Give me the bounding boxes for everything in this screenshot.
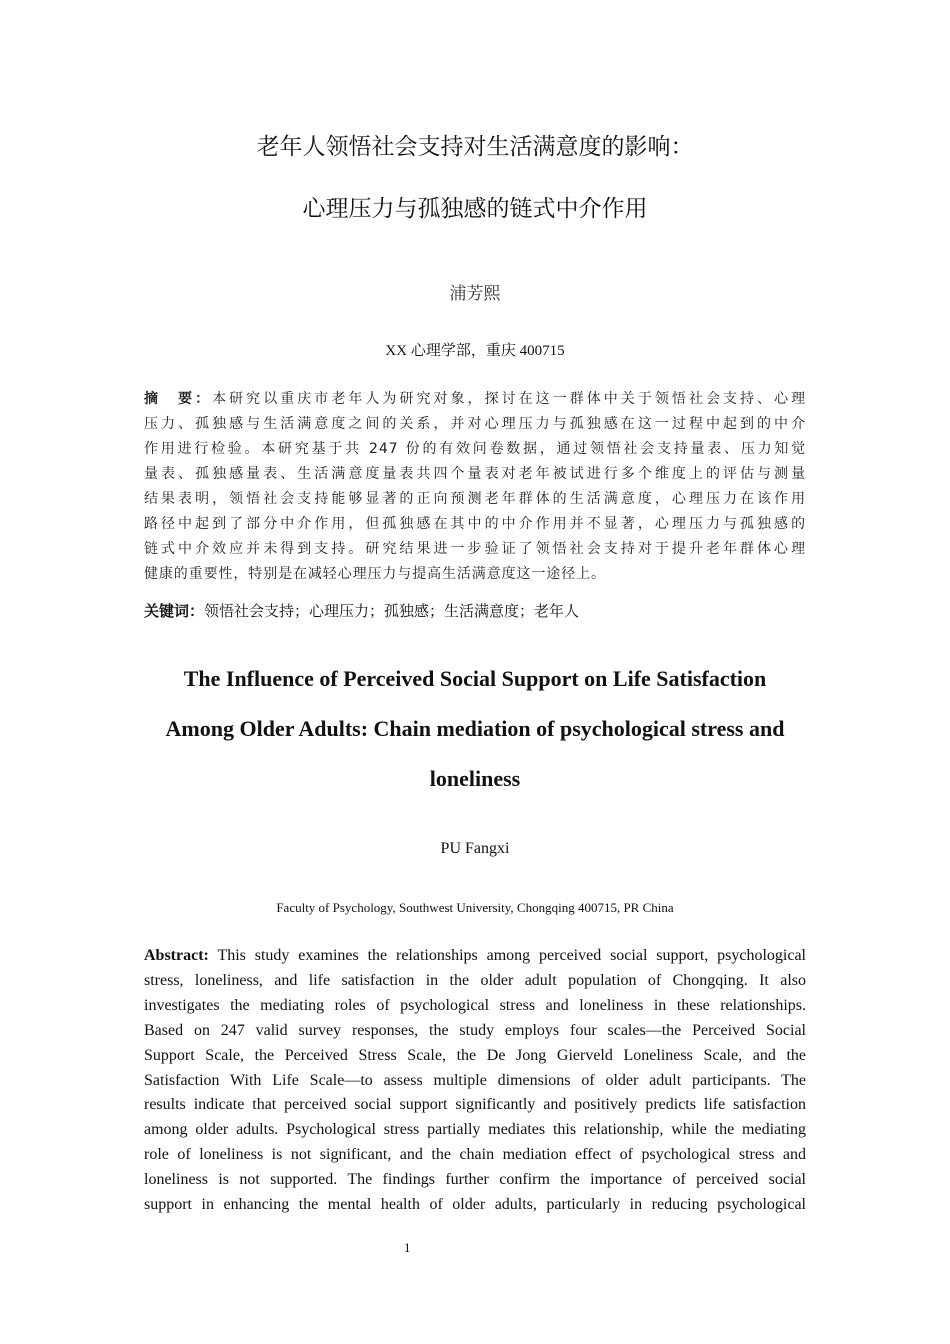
abstract-line [144, 1196, 806, 1214]
abstract-line [144, 1047, 806, 1065]
abstract-line [144, 413, 806, 433]
abstract-label: 摘 要： [144, 391, 213, 407]
abstract-text: role of loneliness is not significant, and the chain mediation effect of psychological stress and [144, 1146, 806, 1164]
abstract-text: 本研究以重庆市老年人为研究对象，探讨在这一群体中关于领悟社会支持、心理 [212, 391, 806, 407]
abstract-line [144, 388, 806, 408]
abstract-text: This study examines the relationships among perceived social support, psychological [208, 947, 806, 964]
abstract-line [144, 1072, 806, 1090]
cn-keywords [144, 600, 806, 621]
cn-title-line-2: 心理压力与孤独感的链式中介作用 [302, 196, 648, 222]
en-affiliation: Faculty of Psychology, Southwest University, Chongqing 400715, PR China [276, 900, 674, 915]
abstract-text: 作用进行检验。本研究基于共 247 份的有效问卷数据，通过领悟社会支持量表、压力知觉 [144, 441, 806, 457]
abstract-text: 健康的重要性，特别是在减轻心理压力与提高生活满意度这一途径上。 [144, 566, 606, 582]
cn-title-line-1: 老年人领悟社会支持对生活满意度的影响： [256, 134, 694, 160]
abstract-text: results indicate that perceived social support significantly and positively predicts life satisfaction [144, 1096, 806, 1114]
en-author: PU Fangxi [440, 840, 510, 857]
abstract-text: 链式中介效应并未得到支持。研究结果进一步验证了领悟社会支持对于提升老年群体心理 [144, 541, 806, 557]
abstract-line [144, 513, 806, 533]
page-number: 1 [404, 1240, 411, 1255]
en-title-line-3: loneliness [429, 766, 521, 791]
abstract-text: Satisfaction With Life Scale—to assess multiple dimensions of older adult participants. The [144, 1071, 806, 1089]
abstract-line [144, 1121, 806, 1139]
en-title-line-2: Among Older Adults: Chain mediation of psychological stress and [165, 716, 785, 741]
abstract-line [144, 1022, 806, 1040]
abstract-label: Abstract: [144, 947, 209, 964]
en-title-line-1: The Influence of Perceived Social Support on Life Satisfaction [183, 666, 767, 691]
abstract-line [144, 488, 806, 508]
abstract-line [144, 463, 806, 483]
abstract-text: Based on 247 valid survey responses, the study employs four scales—the Perceived Social [144, 1021, 806, 1039]
abstract-line [144, 972, 806, 990]
abstract-line [144, 438, 806, 458]
cn-affiliation: XX 心理学部，重庆 400715 [385, 343, 565, 359]
abstract-line [144, 538, 806, 558]
abstract-text: support in enhancing the mental health of older adults, particularly in reducing psychological [144, 1196, 806, 1213]
cn-author: 浦芳熙 [449, 284, 501, 304]
abstract-text: 结果表明，领悟社会支持能够显著的正向预测老年群体的生活满意度，心理压力在该作用 [144, 491, 806, 507]
abstract-text: 量表、孤独感量表、生活满意度量表共四个量表对老年被试进行多个维度上的评估与测量 [144, 466, 806, 482]
abstract-text: among older adults. Psychological stress partially mediates this relationship, while the mediating [144, 1121, 806, 1139]
abstract-line [144, 563, 806, 583]
abstract-line [144, 947, 806, 965]
cn-keywords-text: 领悟社会支持；心理压力；孤独感；生活满意度；老年人 [204, 602, 580, 620]
abstract-text: 压力、孤独感与生活满意度之间的关系，并对心理压力与孤独感在这一过程中起到的中介 [144, 416, 806, 432]
abstract-line [144, 1146, 806, 1164]
abstract-text: loneliness is not supported. The findings further confirm the importance of perceived social [144, 1171, 806, 1189]
abstract-line [144, 997, 806, 1015]
abstract-text: stress, loneliness, and life satisfaction in the older adult population of Chongqing. It also [144, 971, 806, 989]
cn-keywords-label: 关键词： [144, 602, 205, 620]
abstract-line [144, 1096, 806, 1114]
abstract-text: 路径中起到了部分中介作用，但孤独感在其中的中介作用并不显著，心理压力与孤独感的 [144, 516, 806, 532]
abstract-line [144, 1171, 806, 1189]
abstract-text: investigates the mediating roles of psychological stress and loneliness in these relationships. [144, 996, 806, 1014]
abstract-text: Support Scale, the Perceived Stress Scale, the De Jong Gierveld Loneliness Scale, and the [144, 1046, 806, 1064]
